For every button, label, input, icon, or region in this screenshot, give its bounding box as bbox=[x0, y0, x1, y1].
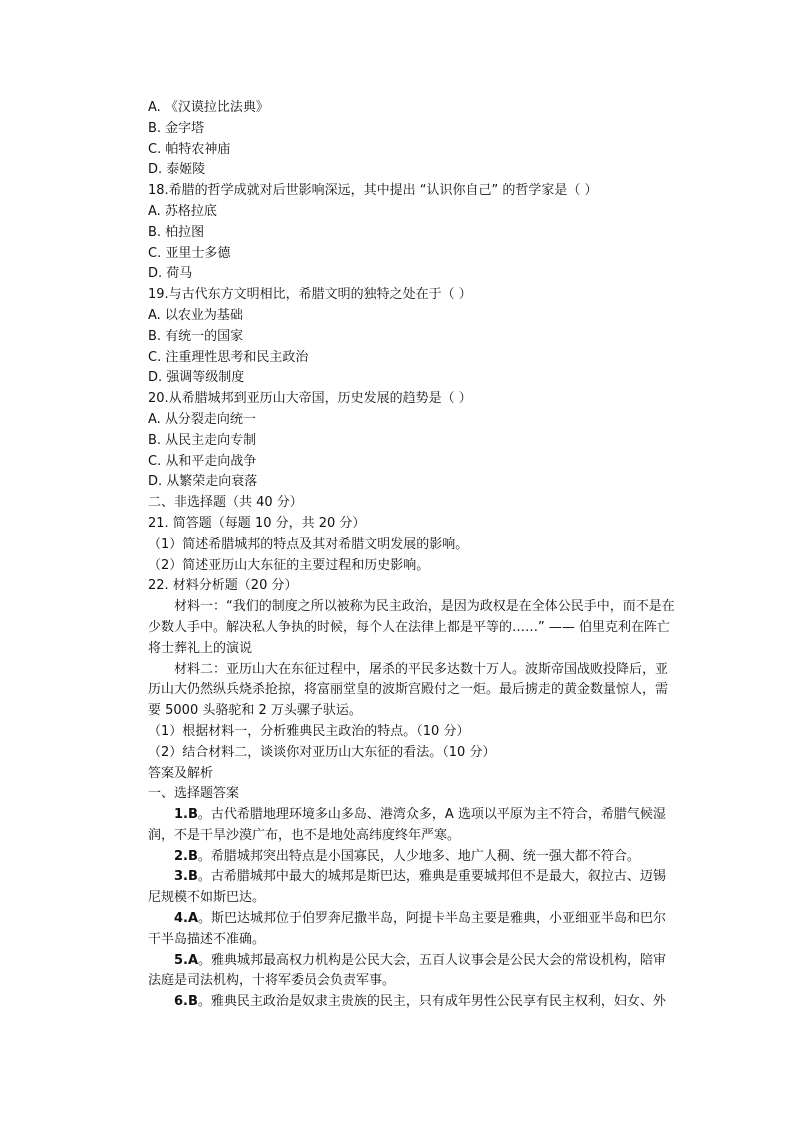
material-1: 材料一：“我们的制度之所以被称为民主政治，是因为政权是在全体公民手中，而不是在少数人手中。解决私人争执的时候，每个人在法律上都是平等的……” —— 伯里克利在阵亡将士葬礼上的演说 bbox=[148, 599, 675, 656]
answer-label: 3.B bbox=[174, 869, 198, 885]
question-18 bbox=[148, 181, 678, 285]
answer-label: 2.B bbox=[174, 848, 198, 864]
answers-title: 答案及解析 bbox=[148, 765, 214, 781]
answer-item bbox=[122, 951, 678, 993]
answer-label: 1.B bbox=[174, 807, 198, 823]
answers-section bbox=[148, 764, 678, 1014]
option-c: C. 注重理性思考和民主政治 bbox=[148, 349, 309, 365]
q17-option-b: B. 金字塔 bbox=[148, 120, 205, 136]
q22-title: 22. 材料分析题（20 分） bbox=[148, 578, 298, 594]
question-stem: 19.与古代东方文明相比，希腊文明的独特之处在于（ ） bbox=[148, 287, 472, 303]
option-a: A. 从分裂走向统一 bbox=[148, 411, 256, 427]
q17-option-c: C. 帕特农神庙 bbox=[148, 141, 231, 157]
answer-text: 。希腊城邦突出特点是小国寡民，人少地多、地广人稠、统一强大都不符合。 bbox=[197, 848, 640, 864]
question-stem: 20.从希腊城邦到亚历山大帝国，历史发展的趋势是（ ） bbox=[148, 391, 472, 407]
q22-item-1: （1）根据材料一，分析雅典民主政治的特点。（10 分） bbox=[148, 723, 470, 739]
q22-item-2: （2）结合材料二，谈谈你对亚历山大东征的看法。（10 分） bbox=[148, 744, 496, 760]
q17-option-d: D. 泰姬陵 bbox=[148, 162, 206, 178]
answer-text: 。斯巴达城邦位于伯罗奔尼撒半岛，阿提卡半岛主要是雅典，小亚细亚半岛和巴尔干半岛描述不准确。 bbox=[148, 911, 667, 947]
answer-text: 。古希腊城邦中最大的城邦是斯巴达，雅典是重要城邦但不是最大，叙拉古、迈锡尼规模不如斯巴达。 bbox=[148, 869, 666, 906]
question-20 bbox=[148, 389, 678, 493]
answer-label: 6.B bbox=[174, 994, 198, 1010]
q21-title: 21. 简答题（每题 10 分，共 20 分） bbox=[148, 515, 366, 531]
option-b: B. 柏拉图 bbox=[148, 224, 205, 240]
q17-option-a: A. 《汉谟拉比法典》 bbox=[148, 100, 269, 115]
answer-item bbox=[122, 867, 678, 909]
answer-text: 。雅典城邦最高权力机构是公民大会，五百人议事会是公民大会的常设机构，陪审法庭是司法机构，十将军委员会负责军事。 bbox=[148, 952, 667, 989]
answers-section1-title: 一、选择题答案 bbox=[148, 786, 240, 802]
question-stem: 18.希腊的哲学成就对后世影响深远，其中提出 “认识你自己” 的哲学家是（ ） bbox=[148, 183, 598, 199]
document-page bbox=[148, 98, 678, 1013]
option-c: C. 从和平走向战争 bbox=[148, 453, 257, 469]
option-d: D. 从繁荣走向衰落 bbox=[148, 474, 258, 490]
option-d: D. 荷马 bbox=[148, 266, 193, 282]
answer-text: 。古代希腊地理环境多山多岛、港湾众多，A 选项以平原为主不符合，希腊气候湿润，不是干旱沙漠广布，也不是地处高纬度终年严寒。 bbox=[148, 807, 666, 843]
option-a: A. 苏格拉底 bbox=[148, 203, 217, 219]
material-2: 材料二：亚历山大在东征过程中，屠杀的平民多达数十万人。波斯帝国战败投降后，亚历山大仍然纵兵烧杀抢掠，将富丽堂皇的波斯宫殿付之一炬。最后掳走的黄金数量惊人，需要 5000 头骆驼和 2 万头骡子驮运。 bbox=[148, 661, 669, 719]
option-a: A. 以农业为基础 bbox=[148, 307, 243, 323]
option-b: B. 从民主走向专制 bbox=[148, 432, 257, 448]
answer-item bbox=[122, 805, 678, 847]
section-title: 二、非选择题（共 40 分） bbox=[148, 495, 303, 511]
question-19 bbox=[148, 285, 678, 389]
answer-label: 5.A bbox=[174, 952, 199, 968]
option-d: D. 强调等级制度 bbox=[148, 370, 245, 386]
answer-item bbox=[122, 909, 678, 951]
q17-options bbox=[148, 98, 678, 181]
answer-text: 。雅典民主政治是奴隶主贵族的民主，只有成年男性公民享有民主权利，妇女、外 bbox=[197, 994, 666, 1010]
option-b: B. 有统一的国家 bbox=[148, 328, 244, 344]
answer-label: 4.A bbox=[174, 911, 199, 927]
q21-item-1: （1）简述希腊城邦的特点及其对希腊文明发展的影响。 bbox=[148, 536, 469, 552]
q21-item-2: （2）简述亚历山大东征的主要过程和历史影响。 bbox=[148, 557, 430, 573]
option-c: C. 亚里士多德 bbox=[148, 245, 231, 261]
answer-item bbox=[122, 992, 678, 1013]
answer-item bbox=[122, 847, 678, 868]
section-2 bbox=[148, 493, 678, 763]
